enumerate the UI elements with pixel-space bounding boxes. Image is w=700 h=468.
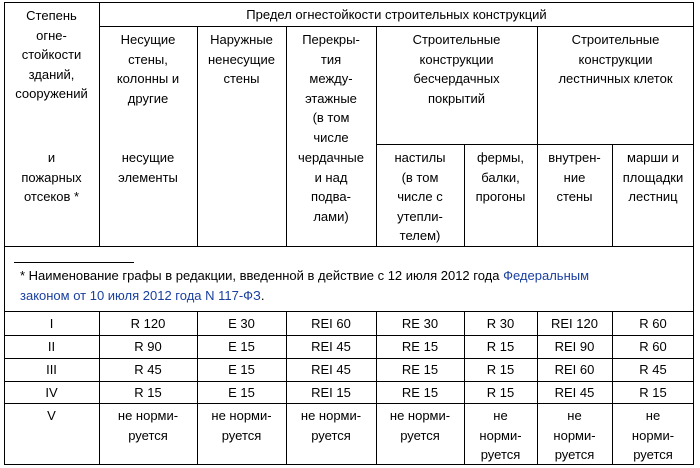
row-v-cell: не норми- руется bbox=[389, 408, 451, 443]
table-cell: REI 45 bbox=[311, 362, 351, 377]
table-cell: R 15 bbox=[639, 385, 667, 400]
row-degree: II bbox=[47, 339, 56, 354]
row-v-cell: не норми- руется bbox=[479, 408, 522, 462]
table-cell: REI 120 bbox=[551, 316, 598, 331]
table-cell: REI 15 bbox=[311, 385, 351, 400]
table-cell: REI 60 bbox=[311, 316, 351, 331]
table-cell: Е 15 bbox=[228, 385, 255, 400]
table-cell: R 15 bbox=[134, 385, 162, 400]
table-cell: REI 45 bbox=[311, 339, 351, 354]
footnote-text: * Наименование графы в редакции, введенной в действие с 12 июля 2012 года bbox=[20, 268, 500, 283]
header-group-title: Предел огнестойкости строительных конструкций bbox=[246, 7, 547, 22]
table-cell: RE 30 bbox=[401, 316, 439, 331]
table-cell: R 15 bbox=[486, 385, 515, 400]
header-stair-walls: внутрен- ние стены bbox=[548, 150, 601, 204]
header-roof-trusses: фермы, балки, прогоны bbox=[475, 150, 526, 204]
table-cell: Е 15 bbox=[228, 362, 255, 377]
header-floors-cont: чердачные и над подва- лами) bbox=[298, 150, 364, 224]
table-cell: R 90 bbox=[134, 339, 162, 354]
table-cell: R 30 bbox=[486, 316, 515, 331]
table-cell: R 15 bbox=[486, 339, 515, 354]
table-cell: REI 60 bbox=[554, 362, 595, 377]
header-floors: Перекры- тия между- этажные (в том числе bbox=[302, 32, 360, 145]
table-cell: Е 15 bbox=[228, 339, 255, 354]
row-v-cell: не норми- руется bbox=[211, 408, 272, 443]
row-v-cell: не норми- руется bbox=[300, 408, 362, 443]
header-stair-flights: марши и площадки лестниц bbox=[622, 150, 684, 204]
header-stair-group: Строительные конструкции лестничных клеток bbox=[558, 32, 673, 86]
table-cell: RE 15 bbox=[401, 362, 439, 377]
law-link-part1[interactable]: Федеральным bbox=[503, 268, 590, 283]
table-cell: R 45 bbox=[639, 362, 667, 377]
row-v-cell: не норми- руется bbox=[553, 408, 596, 462]
table-cell: REI 45 bbox=[554, 385, 595, 400]
header-degree: Степень огне- стойкости зданий, сооружений bbox=[15, 8, 88, 101]
row-degree: IV bbox=[45, 385, 58, 400]
row-v-degree: V bbox=[47, 408, 56, 423]
header-roof-decks: настилы (в том числе с утепли- телем) bbox=[394, 150, 446, 243]
header-roof-group: Строительные конструкции бесчердачных покрытий bbox=[412, 32, 501, 106]
fire-resistance-table bbox=[4, 2, 694, 465]
footnote bbox=[20, 266, 680, 306]
table-cell: RE 15 bbox=[401, 385, 439, 400]
header-degree-cont: и пожарных отсеков * bbox=[21, 150, 82, 204]
row-degree: III bbox=[46, 362, 57, 377]
header-bearing-cont: несущие элементы bbox=[118, 150, 178, 185]
law-link-part2[interactable]: законом от 10 июля 2012 года N 117-ФЗ bbox=[20, 288, 261, 303]
row-v-cell: не норми- руется bbox=[631, 408, 675, 462]
table-cell: R 60 bbox=[639, 316, 667, 331]
table-cell: R 60 bbox=[639, 339, 667, 354]
table-cell: REI 90 bbox=[554, 339, 595, 354]
row-degree: I bbox=[49, 316, 54, 331]
header-bearing: Несущие стены, колонны и другие bbox=[116, 32, 180, 106]
table-cell: RE 15 bbox=[401, 339, 439, 354]
table-cell: Е 30 bbox=[228, 316, 255, 331]
row-v-cell: не норми- руется bbox=[117, 408, 179, 443]
footnote-tail: . bbox=[260, 288, 265, 303]
table-cell: R 15 bbox=[486, 362, 515, 377]
table-cell: R 120 bbox=[130, 316, 166, 331]
table-cell: R 45 bbox=[134, 362, 162, 377]
header-ext-walls: Наружные ненесущие стены bbox=[207, 32, 275, 86]
